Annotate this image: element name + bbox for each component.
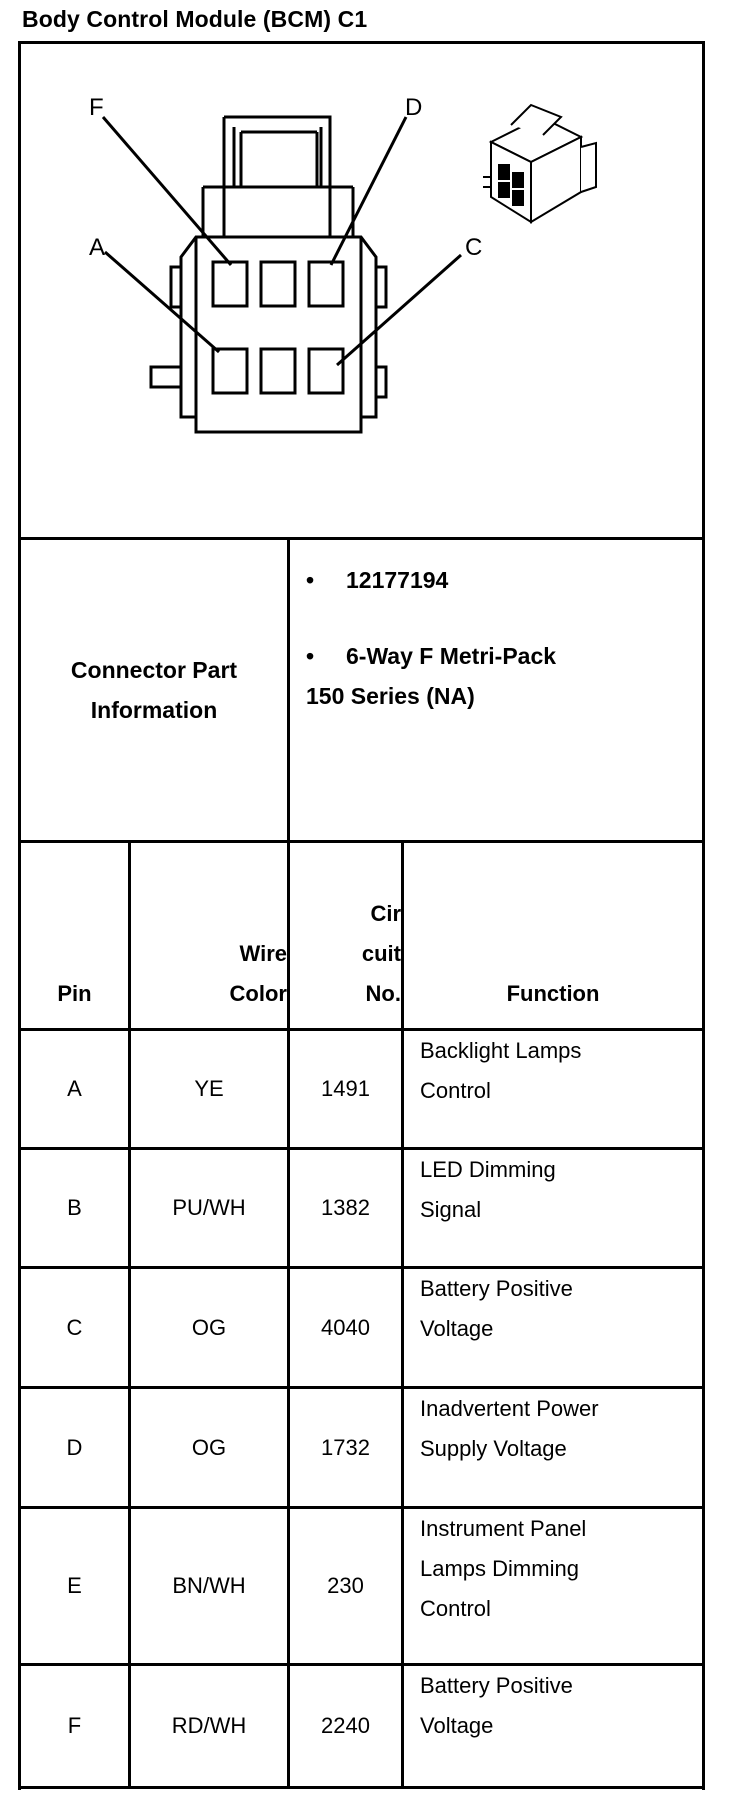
header-wire-color: Wire Color bbox=[229, 941, 287, 1006]
circuit-cell: 4040 bbox=[321, 1314, 370, 1340]
function-cell: Backlight Lamps Control bbox=[420, 1038, 582, 1103]
connector-description-line1: 6-Way F Metri-Pack bbox=[346, 643, 557, 669]
circuit-cell: 2240 bbox=[321, 1713, 370, 1738]
function-cell: LED Dimming Signal bbox=[420, 1157, 556, 1222]
circuit-cell: 230 bbox=[327, 1573, 364, 1598]
pin-label-c: C bbox=[465, 234, 483, 261]
wire-color-cell: YE bbox=[194, 1076, 224, 1101]
pin-label-d: D bbox=[405, 94, 423, 121]
wire-color-cell: PU/WH bbox=[172, 1195, 246, 1220]
connector-info-values bbox=[306, 560, 556, 716]
wire-color-cell: BN/WH bbox=[172, 1573, 246, 1598]
pin-cell: E bbox=[67, 1573, 82, 1598]
latch-outline bbox=[224, 117, 330, 237]
pin-cell: C bbox=[66, 1314, 83, 1340]
header-function: Function bbox=[506, 981, 600, 1006]
connector-description-line2: 150 Series (NA) bbox=[306, 683, 475, 709]
connector-diagram bbox=[21, 47, 702, 537]
connector-3d-icon bbox=[483, 105, 596, 222]
top-border bbox=[18, 41, 705, 44]
pin-cell: B bbox=[67, 1195, 82, 1220]
function-cell: Instrument Panel Lamps Dimming Control bbox=[420, 1516, 587, 1621]
header-circuit-no: Cir cuit No. bbox=[361, 901, 401, 1006]
function-cell: Battery Positive Voltage bbox=[420, 1673, 573, 1738]
side-tabs bbox=[171, 267, 386, 307]
circuit-cell: 1732 bbox=[321, 1434, 370, 1460]
function-cell: Battery Positive Voltage bbox=[420, 1276, 573, 1341]
connector-info-label bbox=[21, 540, 287, 840]
pin-cell: F bbox=[67, 1713, 82, 1738]
page-title: Body Control Module (BCM) C1 bbox=[22, 6, 368, 32]
connector-info-label-line2: Information bbox=[90, 697, 218, 723]
pin-cell: A bbox=[67, 1076, 82, 1101]
part-number: 12177194 bbox=[346, 567, 449, 593]
header-pin: Pin bbox=[57, 981, 92, 1006]
circuit-cell: 1382 bbox=[321, 1195, 370, 1220]
bottom-border bbox=[18, 1786, 705, 1789]
wire-color-cell: OG bbox=[191, 1434, 227, 1460]
body-inner-edges bbox=[196, 237, 361, 417]
function-cell: Inadvertent Power Supply Voltage bbox=[420, 1396, 599, 1461]
connector-body bbox=[181, 237, 376, 432]
pin-label-a: A bbox=[89, 234, 106, 261]
wire-color-cell: OG bbox=[191, 1314, 227, 1340]
bullet: • bbox=[306, 643, 315, 669]
circuit-cell: 1491 bbox=[321, 1076, 370, 1101]
bullet: • bbox=[306, 567, 315, 593]
pin-label-f: F bbox=[89, 94, 104, 121]
pin-cell: D bbox=[66, 1434, 83, 1460]
wire-color-cell: RD/WH bbox=[171, 1713, 247, 1738]
connector-info-label-line1: Connector Part bbox=[70, 657, 238, 683]
